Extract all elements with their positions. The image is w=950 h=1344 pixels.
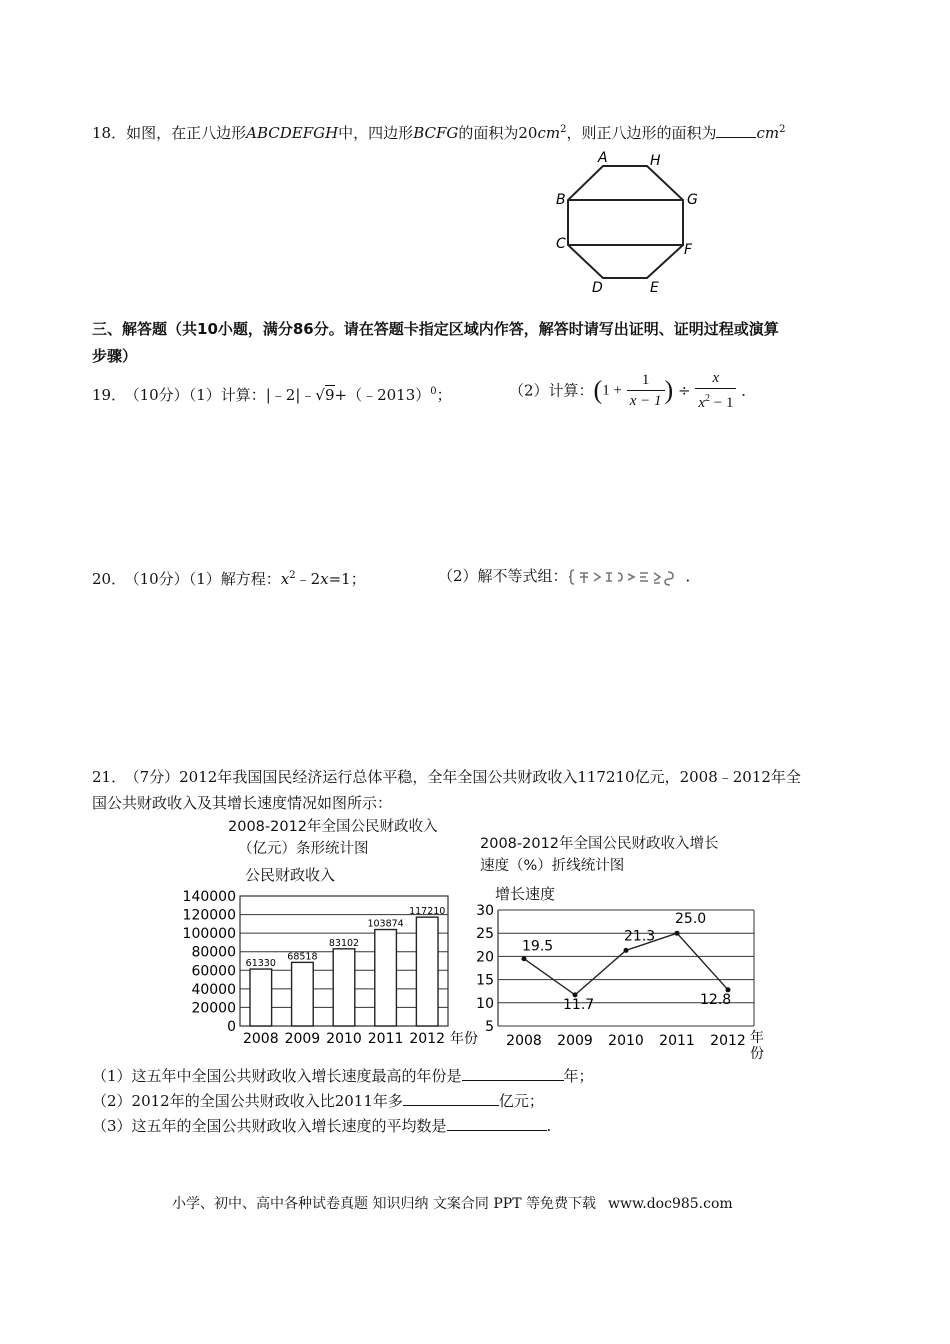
bar-chart-title-line1: 2008-2012年全国公民财政收入 (228, 819, 438, 835)
bar-ytick-7: 140000 (182, 889, 236, 905)
bar-xtick-2011: 2011 (367, 1031, 404, 1047)
bar-xtick-2009: 2009 (284, 1031, 321, 1047)
point-label-2010: 21.3 (624, 928, 656, 945)
point-label-2008: 19.5 (522, 938, 554, 955)
point-label-2011: 25.0 (675, 911, 707, 928)
line-ytick-3: 20 (476, 949, 494, 966)
bar-2012 (416, 917, 438, 1026)
bar-xlabel: 年份 (450, 1031, 478, 1047)
bar-2008 (250, 969, 272, 1026)
line-ytick-1: 10 (476, 995, 494, 1012)
bar-value-label-2011: 103874 (367, 918, 404, 930)
vertex-label-g: G (687, 192, 698, 208)
point-label-2012: 12.8 (700, 991, 732, 1008)
bar-xtick-2010: 2010 (326, 1031, 362, 1047)
octagon-figure (548, 148, 708, 298)
q19-part2: （2）计算：(1 + $\frac{1}{x - 1}$ ) ÷ $\frac{x}{x^2 - 1}$ ． (509, 370, 757, 411)
point-2008 (522, 956, 527, 961)
vertex-label-a: A (598, 150, 608, 166)
line-chart-ylabel: 增长速度 (495, 885, 556, 903)
q21-sub3-blank[interactable] (447, 1114, 547, 1131)
line-xtick-2009: 2009 (557, 1033, 593, 1049)
bar-chart (178, 886, 478, 1056)
bar-chart-title-line2: （亿元）条形统计图 (238, 841, 369, 857)
fraction-2: $\frac{x}{x^2 - 1}$ (695, 368, 736, 413)
line-chart (470, 900, 770, 1060)
octagon-shape (568, 166, 683, 278)
bar-xtick-2008: 2008 (242, 1031, 279, 1047)
line-ytick-0: 5 (485, 1019, 494, 1035)
q18-text: 18．如图，在正八边形ABCDEFGH中，四边形BCFG的面积为$20cm^2$，则正八边形的面积为 $cm^2$ (92, 118, 785, 145)
q21-sub2: （2）2012年的全国公共财政收入比2011年多 亿元； (92, 1089, 544, 1113)
vertex-label-b: B (556, 192, 566, 208)
line-ytick-4: 25 (476, 926, 494, 943)
line-xtick-2010: 2010 (608, 1033, 644, 1049)
bar-2010 (333, 949, 355, 1026)
bar-xtick-2012: 2012 (409, 1031, 446, 1047)
q21-sub2-blank[interactable] (403, 1089, 499, 1106)
q21-intro: 21． （7分）2012年我国国民经济运行总体平稳，全年全国公共财政收入117210亿元，2008﹣2012年全 国公共财政收入及其增长速度情况如图所示： (92, 768, 801, 812)
bar-value-label-2009: 68518 (287, 951, 318, 963)
bar-ytick-1: 20000 (191, 1000, 236, 1017)
line-chart-title-line2: 速度（%）折线统计图 (480, 858, 625, 874)
line-ytick-5: 30 (476, 903, 494, 919)
bar-ytick-4: 80000 (191, 944, 236, 961)
bar-chart-ylabel: 公民财政收入 (245, 866, 336, 884)
line-ytick-2: 15 (476, 972, 494, 989)
q21-sub1-blank[interactable] (462, 1064, 564, 1081)
vertex-label-c: C (556, 236, 566, 252)
line-xtick-2012: 2012 (710, 1033, 746, 1049)
q21-sub3: （3）这五年的全国公共财政收入增长速度的平均数是 . (92, 1114, 551, 1138)
sqrt-symbol: √ (315, 386, 325, 404)
line-xlabel-b: 份 (750, 1046, 764, 1062)
line-xtick-2008: 2008 (506, 1033, 542, 1049)
point-2011 (675, 931, 680, 936)
q20-part2: （2）解不等式组： ． (438, 567, 701, 585)
q19-part1: 19． （10分）（1）计算：|﹣2|﹣√9+（﹣2013）$^0$； (92, 386, 452, 404)
line-chart-title (480, 833, 719, 877)
q21-sub1: （1）这五年中全国公共财政收入增长速度最高的年份是 年； (92, 1064, 594, 1088)
vertex-label-h: H (650, 153, 661, 169)
vertex-label-f: F (684, 242, 693, 258)
bar-ytick-3: 60000 (191, 963, 236, 980)
fraction-1: $\frac{1}{x - 1}$ (627, 370, 665, 411)
bar-2011 (375, 930, 397, 1026)
line-xtick-2011: 2011 (659, 1033, 695, 1049)
bar-ytick-0: 0 (227, 1019, 236, 1035)
point-2010 (624, 948, 629, 953)
bar-ytick-6: 120000 (182, 907, 236, 924)
page-footer: 小学、初中、高中各种试卷真题 知识归纳 文案合同 PPT 等免费下载 www.doc985.com (172, 1196, 733, 1212)
bar-chart-title (228, 816, 438, 860)
section-3-heading: 三、解答题（共10小题，满分86分。请在答题卡指定区域内作答，解答时请写出证明、证明过程或演算 步骤） (92, 320, 779, 365)
bar-value-label-2008: 61330 (245, 958, 276, 970)
line-xlabel-a: 年 (750, 1030, 764, 1046)
bar-ytick-5: 100000 (182, 926, 236, 943)
bar-2009 (292, 962, 314, 1026)
q20-part1: 20． （10分）（1）解方程：$x^2﹣2x=1$； (92, 570, 366, 588)
vertex-label-d: D (592, 280, 603, 296)
bar-value-label-2012: 117210 (409, 906, 446, 918)
inequality-system-image (568, 567, 686, 587)
point-label-2009: 11.7 (563, 996, 595, 1013)
vertex-label-e: E (650, 280, 659, 296)
q18-answer-blank[interactable] (716, 121, 756, 138)
bar-value-label-2010: 83102 (328, 937, 360, 949)
bar-ytick-2: 40000 (191, 981, 236, 998)
line-chart-title-line1: 2008-2012年全国公民财政收入增长 (480, 836, 719, 852)
